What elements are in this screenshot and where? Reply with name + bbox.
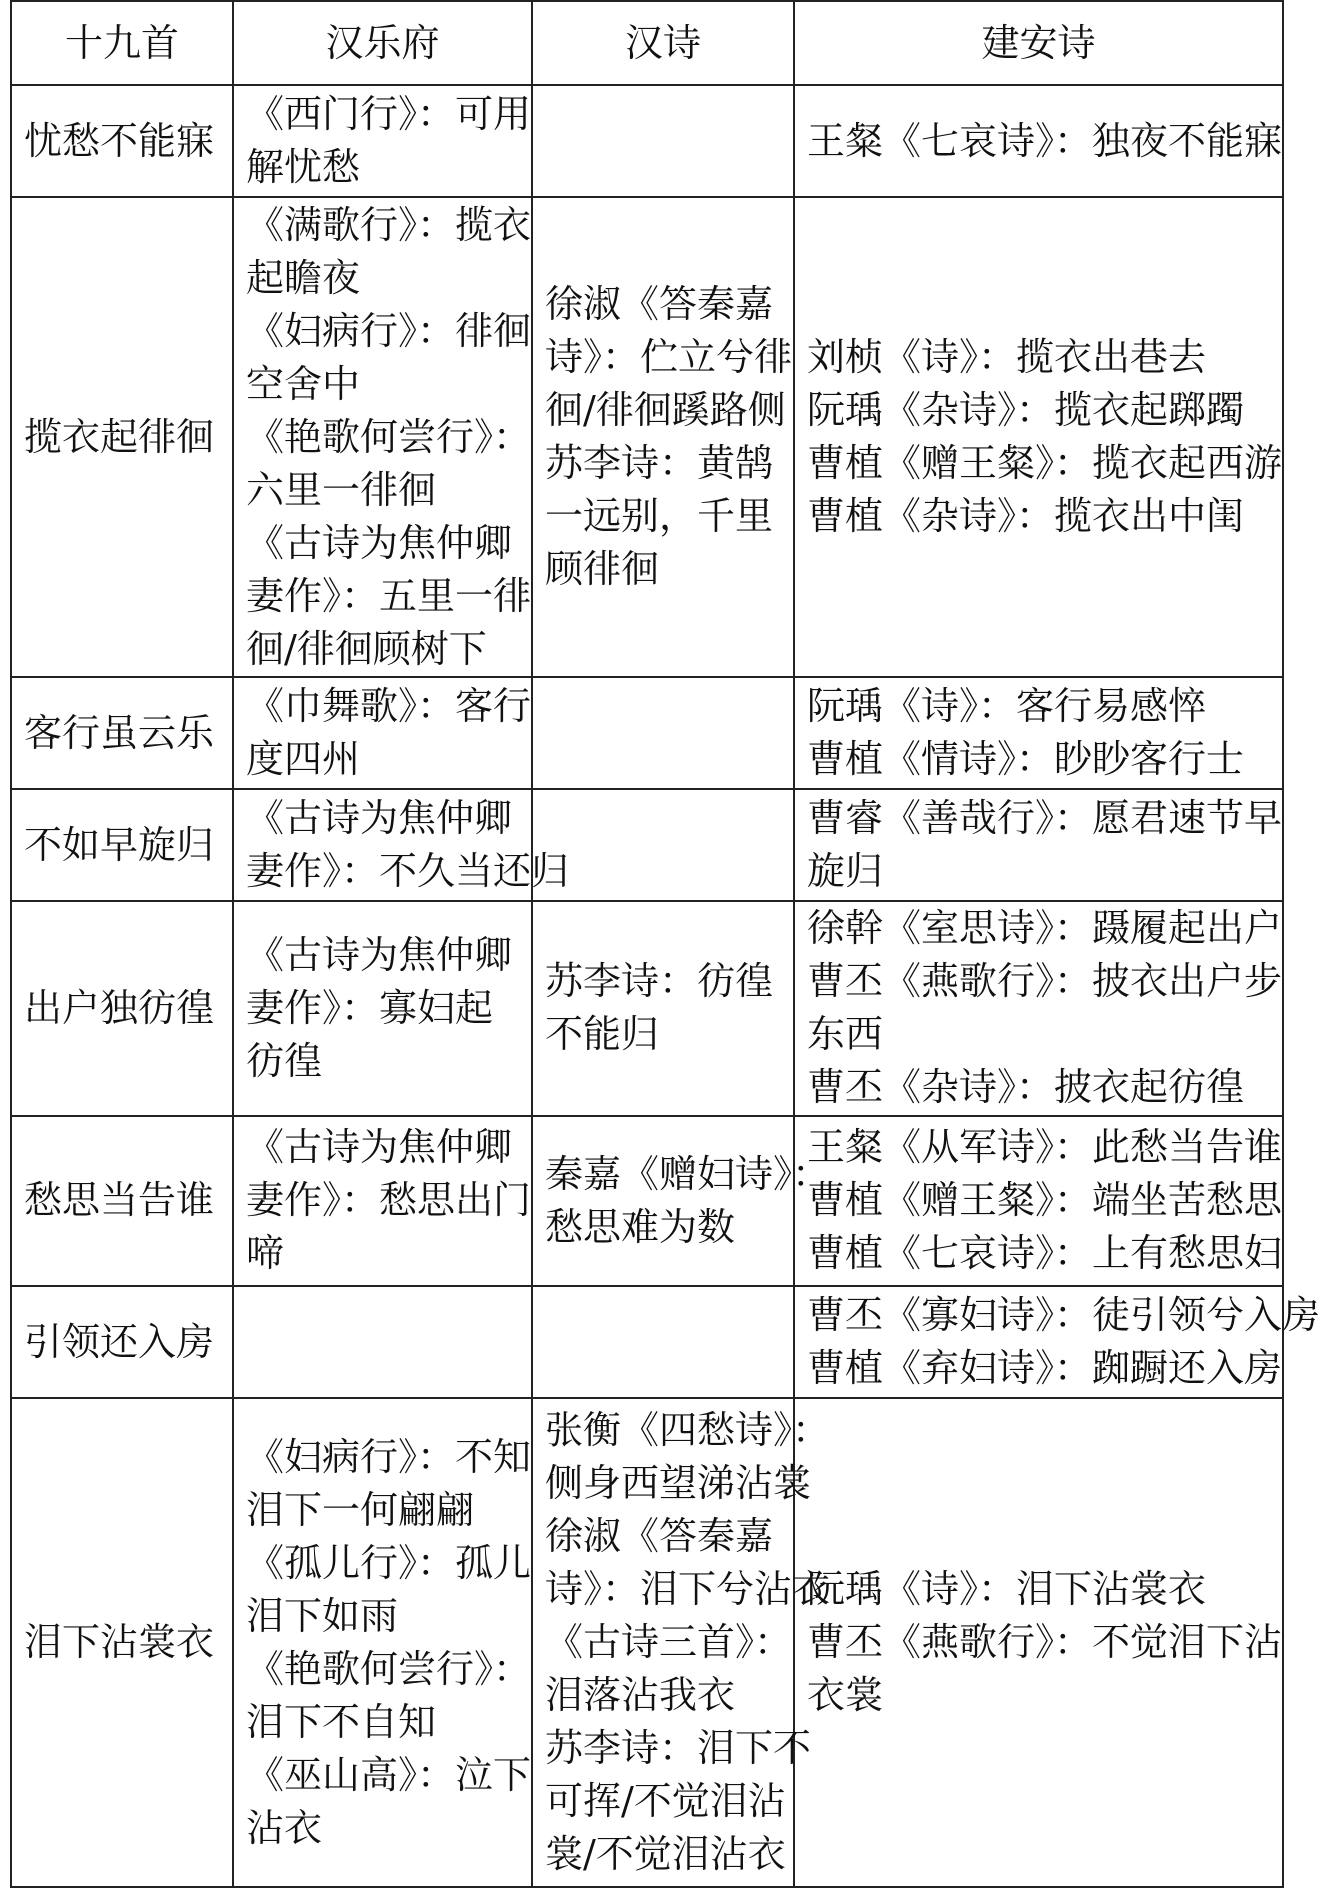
cell-theme: 忧愁不能寐: [11, 85, 233, 197]
cell-hanshi: [532, 1116, 831, 1286]
table-row: [11, 677, 1283, 789]
cell-line: 《古诗为焦仲卿: [246, 1125, 513, 1170]
cell-line: 《艳歌何尝行》：: [246, 414, 532, 459]
cell-hanshi: [532, 1398, 831, 1887]
cell-line: 苏李诗：泪下不: [545, 1726, 812, 1771]
cell-line: 徐淑《答秦嘉: [545, 282, 774, 327]
cell-theme: 引领还入房: [11, 1286, 233, 1398]
cell-jianan: [794, 789, 1283, 901]
cell-line: 刘桢《诗》：揽衣出巷去: [807, 335, 1207, 380]
cell-line: 《古诗三首》：: [545, 1620, 793, 1665]
cell-line: 解忧愁: [246, 145, 361, 190]
cell-line: 沾衣: [246, 1805, 323, 1850]
cell-line: 苏李诗：黄鹄: [545, 441, 774, 486]
cell-line: 《妇病行》：徘徊: [246, 308, 532, 353]
cell-hanshi: [532, 197, 794, 677]
cell-line: 妻作》：不久当还归: [246, 849, 570, 894]
header-row: [11, 1, 1283, 85]
cell-hanshi: [532, 677, 794, 789]
table-row: [11, 85, 1283, 197]
comparison-table: [10, 0, 1320, 1888]
cell-hanyuefu: [233, 197, 532, 677]
cell-theme: 不如早旋归: [11, 789, 233, 901]
cell-line: 泪下不自知: [246, 1699, 437, 1744]
cell-line: 曹植《杂诗》：揽衣出中闺: [807, 494, 1245, 539]
cell-line: 曹丕《燕歌行》：披衣出户步: [807, 959, 1283, 1004]
table-body: [11, 85, 1320, 1887]
cell-line: 愁思难为数: [545, 1204, 736, 1249]
cell-theme: 客行虽云乐: [11, 677, 233, 789]
cell-line: 妻作》：寡妇起: [246, 985, 494, 1030]
cell-line: 曹丕《寡妇诗》：徒引领兮入房: [807, 1293, 1320, 1338]
cell-line: 阮瑀《杂诗》：揽衣起踯躅: [807, 388, 1245, 433]
header-hanyuefu: 汉乐府: [233, 1, 532, 85]
cell-line: 侧身西望涕沾裳: [545, 1461, 812, 1506]
cell-hanshi: [532, 1286, 794, 1398]
cell-line: 曹植《赠王粲》：端坐苦愁思: [807, 1178, 1283, 1223]
cell-line: 东西: [807, 1012, 884, 1057]
cell-line: 《孤儿行》：孤儿: [246, 1540, 532, 1585]
cell-theme: 愁思当告谁: [11, 1116, 233, 1286]
table-row: [11, 901, 1283, 1115]
cell-line: 王粲《七哀诗》：独夜不能寐: [807, 118, 1283, 163]
cell-hanyuefu: [233, 901, 532, 1115]
cell-line: 泪下一何翩翩: [246, 1487, 475, 1532]
cell-line: 曹丕《杂诗》：披衣起彷徨: [807, 1065, 1245, 1110]
cell-jianan: [794, 1116, 1283, 1286]
cell-hanshi: [532, 901, 794, 1115]
cell-jianan: [794, 1398, 1283, 1887]
cell-line: 啼: [246, 1231, 285, 1276]
cell-hanshi: [532, 789, 794, 901]
cell-line: 彷徨: [246, 1038, 323, 1083]
cell-line: 不能归: [545, 1012, 660, 1057]
header-shijiushou: 十九首: [11, 1, 233, 85]
cell-line: 《满歌行》：揽衣: [246, 202, 532, 247]
cell-line: 一远别，千里: [545, 494, 774, 539]
table-row: [11, 789, 1283, 901]
cell-line: 《古诗为焦仲卿: [246, 520, 513, 565]
cell-line: 泪下如雨: [246, 1593, 399, 1638]
cell-line: 裳/不觉泪沾衣: [545, 1832, 786, 1877]
cell-line: 《艳歌何尝行》：: [246, 1646, 532, 1691]
header-hanshi: 汉诗: [532, 1, 794, 85]
cell-line: 张衡《四愁诗》：: [545, 1408, 831, 1453]
cell-theme: 出户独彷徨: [11, 901, 233, 1115]
cell-line: 妻作》：五里一徘: [246, 573, 532, 618]
cell-line: 曹植《情诗》：眇眇客行士: [807, 737, 1245, 782]
cell-line: 徐淑《答秦嘉: [545, 1514, 774, 1559]
cell-line: 起瞻夜: [246, 255, 361, 300]
cell-line: 顾徘徊: [545, 547, 660, 592]
cell-line: 度四州: [246, 737, 361, 782]
cell-hanyuefu: [233, 1398, 532, 1887]
cell-line: 《巾舞歌》：客行: [246, 684, 532, 729]
cell-line: 可挥/不觉泪沾: [545, 1779, 786, 1824]
cell-hanyuefu: [233, 677, 532, 789]
cell-line: 曹丕《燕歌行》：不觉泪下沾: [807, 1620, 1283, 1665]
table-row: [11, 1116, 1283, 1286]
cell-line: 阮瑀《诗》：泪下沾裳衣: [807, 1567, 1207, 1612]
cell-line: 空舍中: [246, 361, 361, 406]
cell-line: 曹睿《善哉行》：愿君速节早: [807, 796, 1283, 841]
cell-line: 诗》：伫立兮徘: [545, 335, 793, 380]
cell-line: 《古诗为焦仲卿: [246, 796, 513, 841]
cell-line: 六里一徘徊: [246, 467, 437, 512]
cell-line: 泪落沾我衣: [545, 1673, 736, 1718]
cell-line: 秦嘉《赠妇诗》：: [545, 1151, 831, 1196]
cell-line: 衣裳: [807, 1673, 884, 1718]
cell-theme: 泪下沾裳衣: [11, 1398, 233, 1887]
cell-line: 《西门行》：可用: [246, 92, 532, 137]
cell-line: 徊/徘徊顾树下: [246, 626, 487, 671]
cell-line: 王粲《从军诗》：此愁当告谁: [807, 1125, 1283, 1170]
cell-jianan: [794, 85, 1283, 197]
cell-line: 曹植《赠王粲》：揽衣起西游: [807, 441, 1283, 486]
cell-hanyuefu: [233, 1286, 532, 1398]
cell-line: 诗》：泪下兮沾衣: [545, 1567, 831, 1612]
cell-jianan: [794, 901, 1283, 1115]
cell-line: 徊/徘徊蹊路侧: [545, 388, 786, 433]
cell-line: 旋归: [807, 849, 884, 894]
cell-hanshi: [532, 85, 794, 197]
cell-line: 《妇病行》：不知: [246, 1434, 532, 1479]
cell-line: 《巫山高》：泣下: [246, 1752, 532, 1797]
cell-line: 曹植《七哀诗》：上有愁思妇: [807, 1231, 1283, 1276]
cell-line: 阮瑀《诗》：客行易感悴: [807, 684, 1207, 729]
cell-jianan: [794, 677, 1283, 789]
cell-line: 苏李诗：彷徨: [545, 959, 774, 1004]
cell-hanyuefu: [233, 85, 532, 197]
table-row: [11, 1286, 1283, 1398]
cell-jianan: [794, 197, 1283, 677]
cell-hanyuefu: [233, 789, 570, 901]
table-row: [11, 1398, 1283, 1887]
cell-line: 《古诗为焦仲卿: [246, 932, 513, 977]
header-jianan: 建安诗: [794, 1, 1283, 85]
table-row: [11, 197, 1283, 677]
cell-theme: 揽衣起徘徊: [11, 197, 233, 677]
cell-line: 妻作》：愁思出门: [246, 1178, 532, 1223]
cell-line: 徐幹《室思诗》：蹑履起出户: [807, 906, 1283, 951]
cell-jianan: [794, 1286, 1320, 1398]
cell-hanyuefu: [233, 1116, 532, 1286]
cell-line: 曹植《弃妇诗》：踟蹰还入房: [807, 1346, 1283, 1391]
